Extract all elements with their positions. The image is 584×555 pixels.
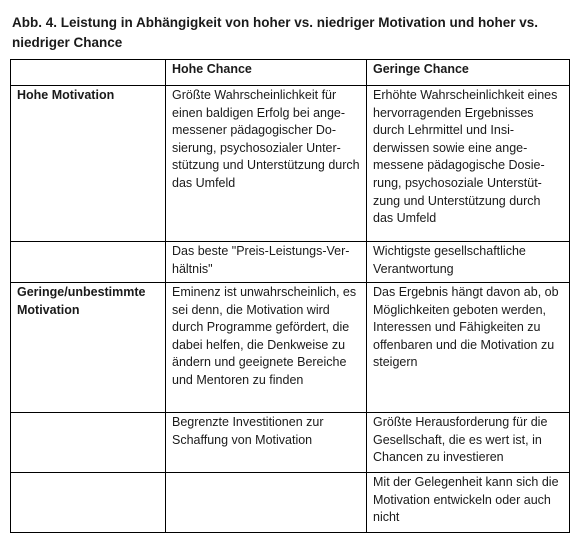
table-row	[11, 283, 570, 413]
figure-caption: Abb. 4. Leistung in Abhängigkeit von hoher vs. niedriger Motivation und hoher vs. niedriger Chance	[12, 15, 539, 50]
row-label-low-motivation: Geringe/unbestimmte Motivation	[11, 283, 166, 413]
motivation-chance-table	[10, 59, 570, 533]
table-row	[11, 86, 570, 242]
header-cell-low-chance: Geringe Chance	[367, 60, 570, 86]
table-row	[11, 413, 570, 473]
table-cell: Mit der Gelegenheit kann sich die Motivation entwickeln oder auch nicht	[367, 473, 570, 533]
header-cell-corner	[11, 60, 166, 86]
row-label-empty	[11, 242, 166, 283]
table-row	[11, 473, 570, 533]
table-cell: Das Ergebnis hängt davon ab, ob Möglichkeiten geboten werden, Interessen und Fähigkeiten zu offenbaren und die Motivation zu steigern	[367, 283, 570, 413]
table-cell: Das beste "Preis-Leistungs-Verhältnis"	[166, 242, 367, 283]
table-cell: Erhöhte Wahrscheinlichkeit eines hervorragenden Ergebnisses durch Lehrmittel und Insiderwissen sowie eine angemessene pädagogische Dosierung, psychosoziale Unterstützung und Unterstützung durch das Umfeld	[367, 86, 570, 242]
table-row	[11, 242, 570, 283]
table-cell	[166, 473, 367, 533]
table-cell: Begrenzte Investitionen zur Schaffung von Motivation	[166, 413, 367, 473]
row-label-empty	[11, 413, 166, 473]
table-cell: Wichtigste gesellschaftliche Verantwortung	[367, 242, 570, 283]
table-cell: Eminenz ist unwahrscheinlich, es sei denn, die Motivation wird durch Programme gefördert, die dabei helfen, die Denkweise zu ändern und geeignete Bereiche und Mentoren zu finden	[166, 283, 367, 413]
row-label-empty	[11, 473, 166, 533]
table-cell: Größte Wahrscheinlichkeit für einen baldigen Erfolg bei angemessener pädagogischer Dosierung, psychosozialer Unterstützung und Unterstützung durch das Umfeld	[166, 86, 367, 242]
table-cell: Größte Herausforderung für die Gesellschaft, die es wert ist, in Chancen zu investieren	[367, 413, 570, 473]
table-header-row	[11, 60, 570, 86]
row-label-high-motivation: Hohe Motivation	[11, 86, 166, 242]
header-cell-high-chance: Hohe Chance	[166, 60, 367, 86]
